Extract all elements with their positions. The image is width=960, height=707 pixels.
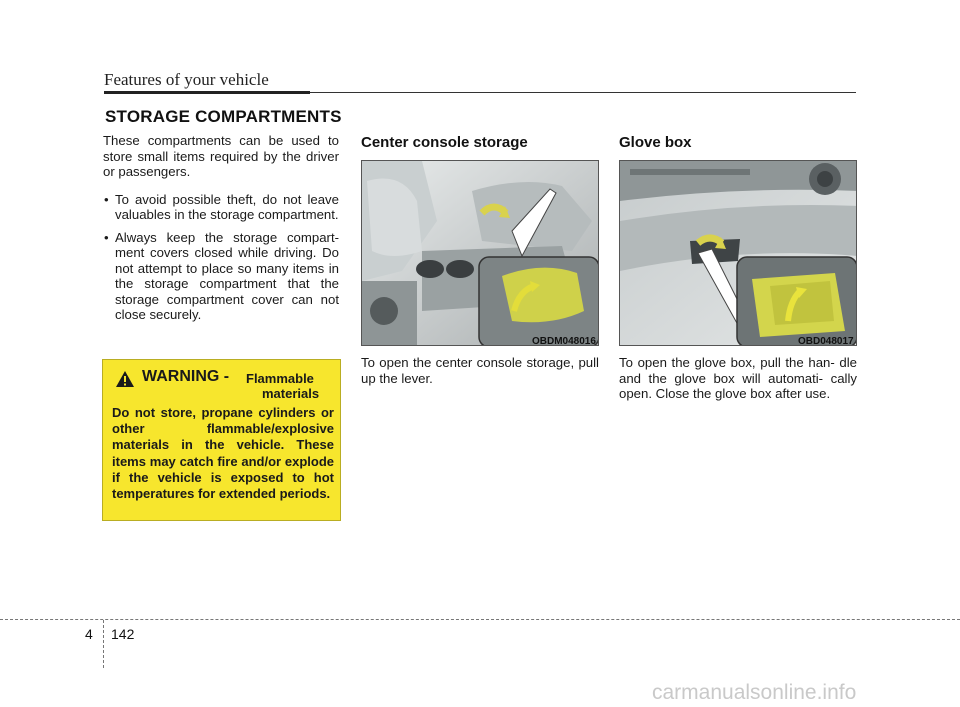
glove-box-photo (619, 160, 857, 346)
center-console-caption: To open the center console storage, pull up the lever. (361, 355, 599, 386)
center-console-title: Center console storage (361, 134, 528, 151)
glove-box-illustration (620, 161, 857, 346)
glove-box-caption: To open the glove box, pull the han- dle and the glove box will automati- cally open. Close the glove box after use. (619, 355, 857, 401)
bullet-text: Always keep the storage compart- ment covers closed while driving. Do not attempt to place so many items in the storage compartment that the storage compartment cover can not close securely. (115, 229, 339, 322)
footer-rule (0, 619, 960, 620)
center-console-photo (361, 160, 599, 346)
intro-paragraph: These compartments can be used to store small items required by the driver or passengers. (103, 133, 339, 179)
warning-subtitle-2: materials (262, 386, 320, 401)
glove-box-image-code: OBD048017 (798, 336, 854, 347)
warning-triangle-icon (115, 370, 135, 393)
watermark: carmanualsonline.info (652, 681, 857, 704)
bullet-item (103, 230, 339, 323)
bullet-text: To avoid possible theft, do not leave valuables in the storage compartment. (115, 191, 339, 222)
warning-subtitle: Flammable (246, 371, 314, 386)
intro-column (103, 133, 339, 330)
footer-chapter-number: 4 (85, 626, 93, 642)
bullet-dot: • (104, 191, 109, 207)
footer-vertical-rule (103, 620, 104, 668)
footer-page-number: 142 (111, 626, 135, 642)
header-title: Features of your vehicle (104, 70, 269, 89)
warning-body: Do not store, propane cylinders or other flammable/explosive materials in the vehicle. These items may catch fire and/or explode if the vehicle is exposed to hot temperatures for extended periods. (112, 405, 334, 502)
section-title: STORAGE COMPARTMENTS (105, 107, 342, 126)
warning-box (102, 359, 341, 521)
glove-box-title: Glove box (619, 134, 692, 151)
header-rule-thin (310, 92, 856, 93)
warning-label: WARNING - (142, 368, 230, 385)
bullet-item (103, 192, 339, 223)
bullet-dot: • (104, 229, 109, 245)
center-console-illustration (362, 161, 599, 346)
header-rule-thick (104, 91, 310, 94)
center-console-image-code: OBDM048016 (532, 336, 596, 347)
